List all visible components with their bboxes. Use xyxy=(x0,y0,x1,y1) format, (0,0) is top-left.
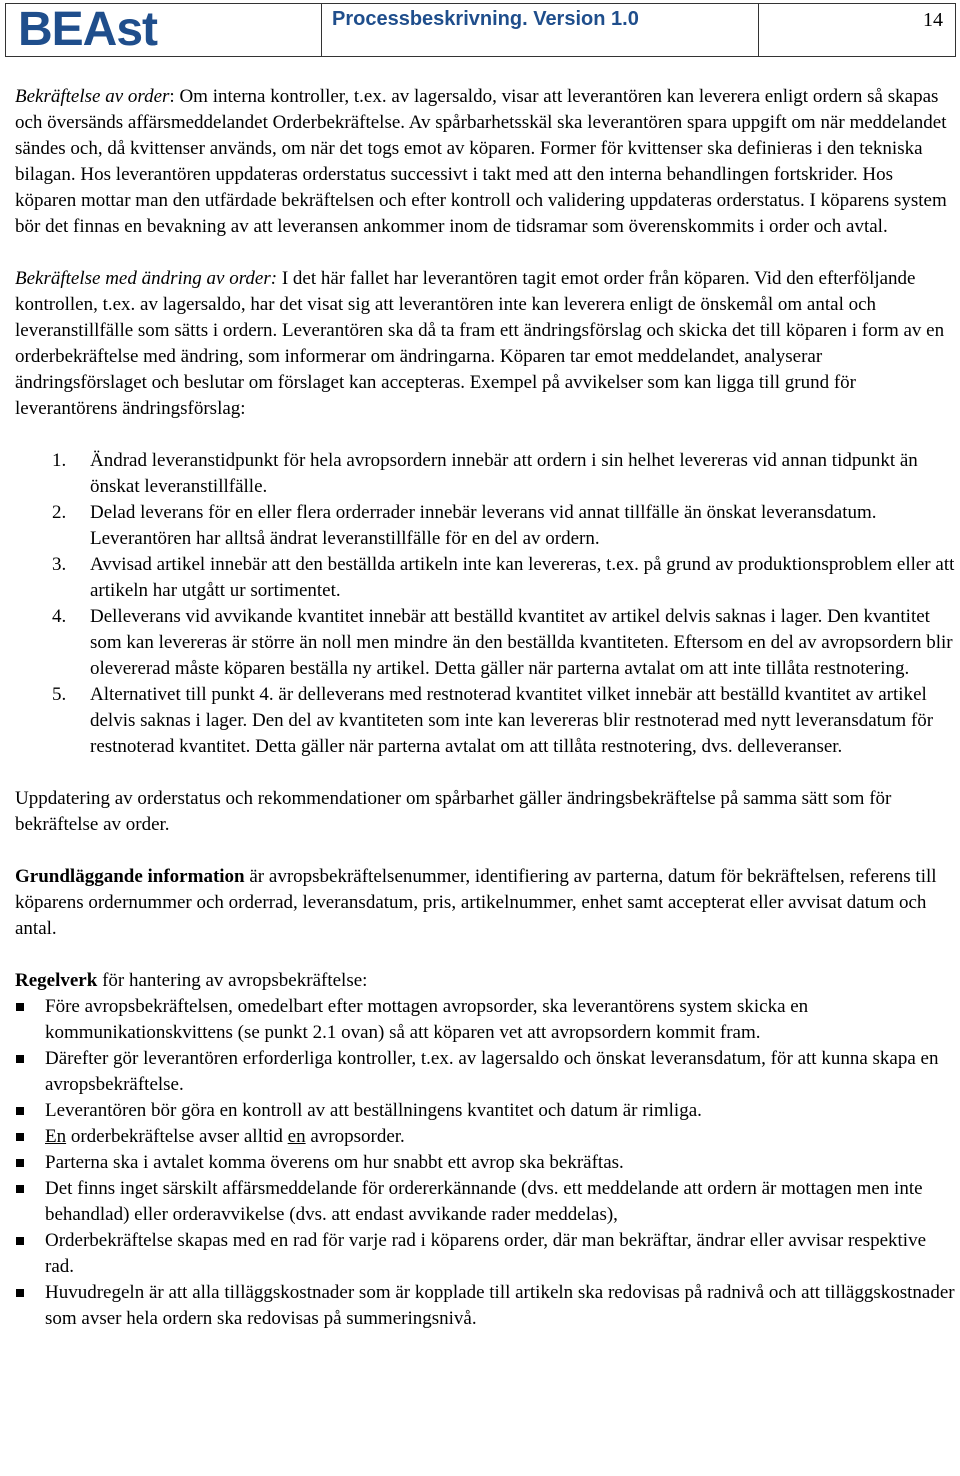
logo-cell xyxy=(6,4,322,56)
list-number: 1. xyxy=(52,450,67,471)
rules-intro: för hantering av avropsbekräftelse: xyxy=(97,970,368,991)
list-item-text: Före avropsbekräftelsen, omedelbart efter mottagen avropsorder, ska leverantörens system skicka en kommunikationskvittens (se punkt 2.1 ovan) så att köparen vet att avropsordern kommit fram. xyxy=(45,996,809,1043)
list-item xyxy=(15,552,955,604)
list-item-text: Delad leverans för en eller flera orderrader innebär leverans vid annat tillfälle än önskat leveransdatum. Leverantören har alltså ändrat leveranstillfälle för en del av ordern. xyxy=(90,502,877,549)
paragraph-confirmation-with-change xyxy=(15,266,955,422)
paragraph-text: I det här fallet har leverantören tagit emot order från köparen. Vid den efterföljande kontrollen, t.ex. av lagersaldo, har det visat sig att leverantören inte kan leverera enligt de önskemål om antal och leveranstillfälle som sätts i ordern. Leverantören ska då ta fram ett ändringsförslag och skicka det till köparen i form av en orderbekräftelse med ändring, som informerar om ändringarna. Köparen tar emot meddelandet, analyserar ändringsförslaget och beslutar om förslaget kan accepteras. Exempel på avvikelser som kan ligga till grund för leverantörens ändringsförslag: xyxy=(15,268,945,419)
term-order-confirmation: Bekräftelse av order xyxy=(15,86,170,107)
list-item xyxy=(15,1150,955,1176)
list-item xyxy=(15,1228,955,1280)
term-confirmation-with-change: Bekräftelse med ändring av order: xyxy=(15,268,278,289)
list-item xyxy=(15,1280,955,1332)
list-item-text: Därefter gör leverantören erforderliga kontroller, t.ex. av lagersaldo och önskat leveransdatum, för att kunna skapa en avropsbekräftelse. xyxy=(45,1048,939,1095)
paragraph-text: är avropsbekräftelsenummer, identifiering av parterna, datum för bekräftelsen, referens till köparens ordernummer och orderrad, leveransdatum, pris, artikelnummer, enhet samt accepterat eller avvisat datum och antal. xyxy=(15,866,937,939)
deviation-list xyxy=(15,448,955,760)
list-item-text: Ändrad leveranstidpunkt för hela avropsordern innebär att ordern i sin helhet levereras vid annan tidpunkt än önskat leveranstillfälle. xyxy=(90,450,918,497)
square-bullet-icon xyxy=(16,1185,24,1193)
square-bullet-icon xyxy=(16,1003,24,1011)
paragraph-status-update: Uppdatering av orderstatus och rekommendationer om spårbarhet gäller ändringsbekräftelse på samma sätt som för bekräftelse av order. xyxy=(15,788,892,835)
paragraph-order-confirmation xyxy=(15,84,955,240)
list-item xyxy=(15,448,955,500)
square-bullet-icon xyxy=(16,1289,24,1297)
list-item xyxy=(15,1124,955,1150)
list-item xyxy=(15,1176,955,1228)
list-item-text: Huvudregeln är att alla tilläggskostnader som är kopplade till artikeln ska redovisas på radnivå och att tilläggskostnader som avser hela ordern ska redovisas på summeringsnivå. xyxy=(45,1282,955,1329)
term-rules: Regelverk xyxy=(15,970,98,991)
rules-heading xyxy=(15,968,955,994)
list-item-text: Alternativet till punkt 4. är delleverans med restnoterad kvantitet vilket innebär att beställd kvantitet av artikel delvis saknas i lager. Den del av kvantiteten som inte kan levereras blir restnoterad med nytt leveransdatum för restnoterad kvantitet. Detta gäller när parterna avtalat om att tillåta restnotering, dvs. delleveranser. xyxy=(90,684,934,757)
list-number: 4. xyxy=(52,606,67,627)
list-item xyxy=(15,1046,955,1098)
list-item xyxy=(15,500,955,552)
square-bullet-icon xyxy=(16,1159,24,1167)
paragraph-text: : Om interna kontroller, t.ex. av lagersaldo, visar att leverantören kan leverera enligt ordern så skapas och översänds affärsmeddelandet Orderbekräftelse. Av spårbarhetsskäl ska leverantören spara uppgift om när meddelandet sändes och, då kvittenser används, om när det togs emot av köparen. Former för kvittenser ska definieras i den tekniska bilagan. Hos leverantören uppdateras orderstatus successivt i takt med att den interna behandlingen fortskrider. Hos köparen mottar man den utfärdade bekräftelsen och efter kontroll och validering uppdateras orderstatus. I köparens system bör det finnas en bevakning av att leveransen ankommer inom de tidsramar som överenskommits i order och avtal. xyxy=(15,86,947,237)
list-item-text: Parterna ska i avtalet komma överens om hur snabbt ett avrop ska bekräftas. xyxy=(45,1152,624,1173)
underlined-word: en xyxy=(287,1126,306,1147)
page-header xyxy=(5,3,956,57)
list-item-text: Det finns inget särskilt affärsmeddelande för ordererkännande (dvs. ett meddelande att ordern är mottagen men inte behandlad) eller orderavvikelse (dvs. att endast avvikande rader meddelas), xyxy=(45,1178,923,1225)
list-item xyxy=(15,1098,955,1124)
list-item-text: Orderbekräftelse skapas med en rad för varje rad i köparens order, där man bekräftar, ändrar eller avvisar respektive rad. xyxy=(45,1230,927,1277)
paragraph-basic-information xyxy=(15,864,955,942)
underlined-word: En xyxy=(45,1126,67,1147)
list-number: 2. xyxy=(52,502,67,523)
list-item-text: Leverantören bör göra en kontroll av att beställningens kvantitet och datum är rimliga. xyxy=(45,1100,702,1121)
list-item-text: orderbekräftelse avser alltid xyxy=(66,1126,288,1147)
list-item xyxy=(15,604,955,682)
page-number: 14 xyxy=(923,9,943,31)
square-bullet-icon xyxy=(16,1055,24,1063)
title-cell xyxy=(322,4,759,56)
document-body xyxy=(15,84,955,1332)
list-number: 5. xyxy=(52,684,67,705)
list-item-text: avropsorder. xyxy=(305,1126,405,1147)
rules-list xyxy=(15,994,955,1332)
list-item-text: Delleverans vid avvikande kvantitet innebär att beställd kvantitet av artikel delvis saknas i lager. Den kvantitet som kan levereras är större än noll men mindre än den beställda kvantiteten. Eftersom en del av avropsordern blir olevererad måste köparen beställa ny artikel. Detta gäller när parterna avtalat om att inte tillåta restnotering. xyxy=(90,606,953,679)
square-bullet-icon xyxy=(16,1133,24,1141)
square-bullet-icon xyxy=(16,1107,24,1115)
square-bullet-icon xyxy=(16,1237,24,1245)
list-item-text: Avvisad artikel innebär att den beställda artikeln inte kan levereras, t.ex. på grund av produktionsproblem eller att artikeln har utgått ur sortimentet. xyxy=(90,554,955,601)
list-number: 3. xyxy=(52,554,67,575)
list-item xyxy=(15,994,955,1046)
beast-logo: BEAst xyxy=(18,3,158,56)
term-basic-information: Grundläggande information xyxy=(15,866,245,887)
document-title: Processbeskrivning. Version 1.0 xyxy=(332,8,639,30)
list-item xyxy=(15,682,955,760)
